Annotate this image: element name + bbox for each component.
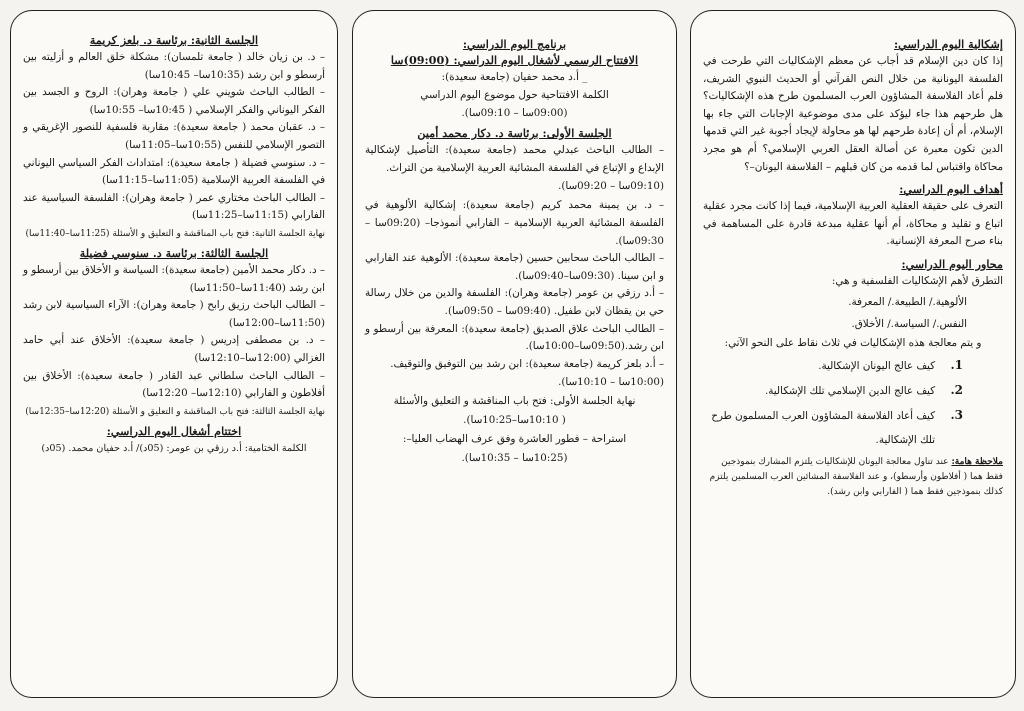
goals-heading: أهداف اليوم الدراسي: <box>899 182 1003 197</box>
opening-speech: الكلمة الافتتاحية حول موضوع اليوم الدراسي <box>420 88 609 101</box>
program-panel <box>352 10 677 698</box>
problem-text: إذا كان دين الإسلام قد أجاب عن معظم الإشكاليات التي طرحت في الفلسفة اليونانية من خلال النص القرآني أو الحديث النبوي الشريف، فلم أعاد الفلاسفة المشاؤون العرب المسلمون طرح هذه الإشكاليات؟ هل طرحهم هذا جاء ليؤكد على مدى موضوعية الإجابات التي جاء بها الإسلام، أم أن إعادة طرحهم لها هو محاولة لإيجاد أجوبة غير التي قدمها الدين تكون معبرة عن أصالة العقل العربي الإسلامي؟ أم هو مجرد محاكاة واقتباس لما قدمه من كان قبلهم – الفلاسفة اليونان–؟ <box>703 55 1003 173</box>
session3-item: – الطالب الباحث رزيق رابح ( جامعة وهران): الآراء السياسية لابن رشد (11:50سا–12:00سا) <box>23 299 325 329</box>
axis-continuation: تلك الإشكالية. <box>875 434 935 447</box>
axis-number: 2. <box>950 383 963 398</box>
session1-item-time: (09:10سا – 09:20سا). <box>558 180 664 193</box>
sessions-panel <box>10 10 338 698</box>
goals-text: التعرف على حقيقة العقلية العربية الإسلامية، فيما إذا كانت مجرد عقلية اتباع و تقليد و محاكاة، أم أنها عقلية مبدعة قادرة على المساهمة في بناء صرح المعرفة الإنسانية. <box>703 200 1003 248</box>
session2-item: – د. سنوسي فضيلة ( جامعة سعيدة): امتدادات الفكر السياسي اليوناني في الفلسفة العربية الإسلامية (11:05سا–11:15سا) <box>23 156 325 187</box>
session3-item: – الطالب الباحث سلطاني عبد القادر ( جامعة سعيدة): الأخلاق بين أفلاطون و الفارابي (12:10سا– 12:20سا) <box>23 369 325 400</box>
problem-heading: إشكالية اليوم الدراسي: <box>894 37 1003 51</box>
axis-text: كيف عالج اليونان الإشكالية. <box>818 360 935 373</box>
closing-heading: اختتام أشغال اليوم الدراسي: <box>106 423 242 438</box>
axes-heading: محاور اليوم الدراسي: <box>901 256 1003 271</box>
break-time: (10:25سا – 10:35سا). <box>461 451 568 464</box>
session1-item: – د. بن يمينة محمد كريم (جامعة سعيدة): إشكالية الألوهية في الفلسفة المشائية العربية الإسلامية – الفارابي أنموذجا– (09:20سا – 09:30سا). <box>365 199 664 247</box>
note-text: عند تناول معالجة اليونان للإشكاليات يلتزم المشارك بنموذجين فقط هما ( أفلاطون وأرسطو)، و عند الفلاسفة المشائين العرب المسلمين يلتزم كذلك بنموذجين فقط هما ( الفارابي وابن رشد). <box>709 457 1003 498</box>
session1-item-time: (10:00سا – 10:10سا). <box>558 376 664 389</box>
note-label: ملاحظة هامة: <box>951 457 1003 468</box>
axes-intro: التطرق لأهم الإشكاليات الفلسفية و هي: <box>831 274 1003 287</box>
axis-item <box>703 354 1003 377</box>
opening-heading: الافتتاح الرسمي لأشغال اليوم الدراسي: (09:00)سا <box>390 53 639 67</box>
axis-text: كيف أعاد الفلاسفة المشاؤون العرب المسلمون طرح <box>711 410 935 423</box>
break-text: استراحة – فطور العاشرة وفق عرف الهضاب العليا–: <box>402 432 627 445</box>
session1-item: – الطالب الباحث علاق الصديق (جامعة سعيدة): المعرفة بين أرسطو و ابن رشد.(09:50سا–10:00سا). <box>365 322 664 353</box>
axis-number: 1. <box>950 358 963 373</box>
axes-line-2: النفس./ السياسة./ الأخلاق. <box>851 317 967 330</box>
session1-item: – أ.د بلعز كريمة (جامعة سعيدة): ابن رشد بين التوفيق والتوقيف. <box>390 357 664 370</box>
session1-item: – أ.د رزقي بن عومر (جامعة وهران): الفلسفة والدين من خلال رسالة حي بن يقظان لابن طفيل. (09:40سا – 09:50سا). <box>365 287 664 317</box>
axis-text: كيف عالج الدين الإسلامي تلك الإشكالية. <box>765 385 935 398</box>
session3-item: – د. دكار محمد الأمين (جامعة سعيدة): السياسة و الأخلاق بين أرسطو و ابن رشد (11:40سا–11:50سا) <box>23 263 325 294</box>
session1-discussion-time: ( 10:10سا–10:25سا). <box>463 413 566 426</box>
session1-item: – الطالب الباحث سحابين حسين (جامعة سعيدة): الألوهية عند الفارابي و ابن سينا. (09:30سا–09:40سا). <box>365 252 664 282</box>
session1-item: – الطالب الباحث عبدلي محمد (جامعة سعيدة): التأصيل لإشكالية الإبداع و الإتباع في الفلسفة المشائية العربية الإسلامية من التراث. <box>365 144 664 174</box>
session2-item: – د. بن زيان خالد ( جامعة تلمسان): مشكلة خلق العالم و أزليته بين أرسطو و ابن رشد (10:35سا– 10:45سا) <box>23 51 325 81</box>
session2-item: – د. عقبان محمد ( جامعة سعيدة): مقاربة فلسفية للنصور الإغريقي و التصور الإسلامي للنفس (10:55سا–11:05سا) <box>23 121 325 151</box>
session2-item: – الطالب الباحث مختاري عمر ( جامعة وهران): الفلسفة السياسية عند الفارابي (11:15سا–11:25سا) <box>23 191 325 222</box>
axis-number: 3. <box>950 408 963 423</box>
session2-heading: الجلسة الثانية: برئاسة د. بلعز كريمة <box>89 33 259 47</box>
axis-item <box>703 404 1003 427</box>
program-heading: برنامج اليوم الدراسي: <box>462 37 567 51</box>
opening-time: (09:00سا – 09:10سا). <box>461 107 568 120</box>
session3-heading: الجلسة الثالثة: برئاسة د. سنوسي فضيلة <box>79 245 269 260</box>
important-note <box>703 455 1003 500</box>
session2-end: نهاية الجلسة الثانية: فتح باب المناقشة و التعليق و الأسئلة (11:25سا–11:40سا) <box>25 228 325 239</box>
closing-text: الكلمة الختامية: أ.د رزقي بن عومر: (05د)/ أ.د حفيان محمد. (05د) <box>41 442 307 454</box>
session2-item: – الطالب الباحث شويني علي ( جامعة وهران): الروح و الجسد بين الفكر اليوناني والفكر الإسلامي ( 10:45سا– 10:55سا) <box>23 86 325 116</box>
axis-item <box>703 379 1003 402</box>
axes-line-1: الألوهية./ الطبيعة./ المعرفة. <box>848 295 967 308</box>
problem-goals-axes-panel <box>690 10 1016 698</box>
session3-item: – د. بن مصطفى إدريس ( جامعة سعيدة): الأخلاق عند أبي حامد الغزالي (12:00سا–12:10سا) <box>23 334 325 364</box>
opening-speaker: _ أ.د محمد حفيان (جامعة سعيدة): <box>441 71 588 83</box>
session1-discussion: نهاية الجلسة الأولى: فتح باب المناقشة و التعليق والأسئلة <box>393 395 636 408</box>
session3-end: نهاية الجلسة الثالثة: فتح باب المناقشة و التعليق و الأسئلة (12:20سا–12:35سا) <box>25 406 325 417</box>
session1-heading: الجلسة الأولى: برئاسة د. دكار محمد أمين <box>417 126 612 141</box>
axes-method: و يتم معالجة هذه الإشكاليات في ثلاث نقاط على النحو الآتي: <box>724 336 982 349</box>
